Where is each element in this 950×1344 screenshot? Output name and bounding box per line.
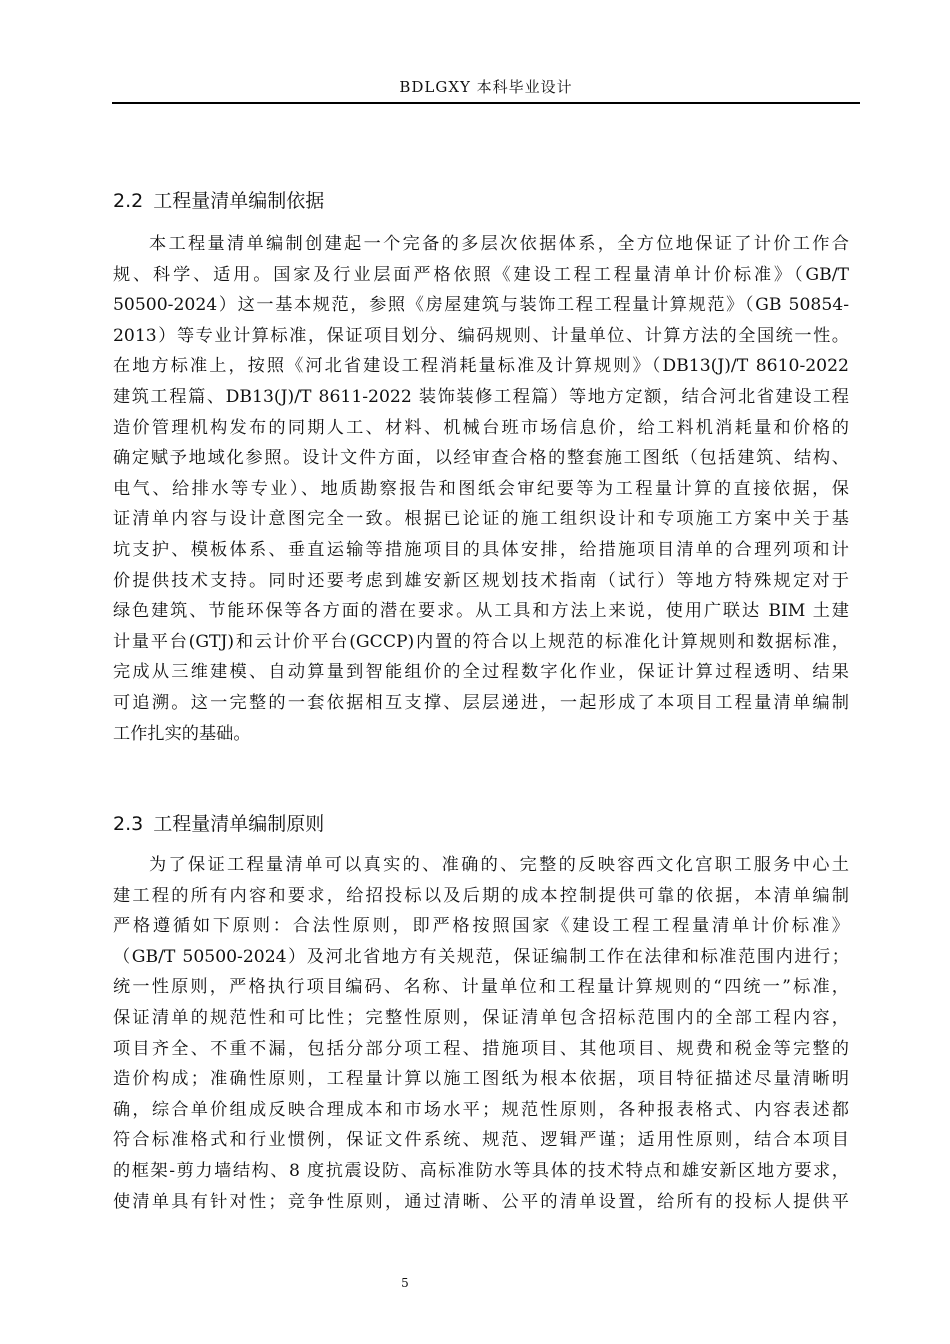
page-header bbox=[112, 76, 860, 104]
text-line: 电气、给排水等专业）、地质勘察报告和图纸会审纪要等为工程量计算的直接依据，保 bbox=[113, 478, 849, 499]
text-line: 造价构成；准确性原则，工程量计算以施工图纸为根本依据，项目特征描述尽量清晰明 bbox=[113, 1069, 849, 1090]
text-line: （GB/T 50500-2024）及河北省地方有关规范，保证编制工作在法律和标准范围内进行； bbox=[113, 946, 849, 967]
text-line: 项目齐全、不重不漏，包括分部分项工程、措施项目、其他项目、规费和税金等完整的 bbox=[113, 1038, 849, 1059]
text-line: 符合标准格式和行业惯例，保证文件系统、规范、逻辑严谨；适用性原则，结合本项目 bbox=[113, 1130, 849, 1151]
header-title: BDLGXY 本科毕业设计 bbox=[399, 78, 573, 96]
text-line: 坑支护、模板体系、垂直运输等措施项目的具体安排，给措施项目清单的合理列项和计 bbox=[113, 539, 849, 560]
text-line: 50500-2024）这一基本规范，参照《房屋建筑与装饰工程工程量计算规范》（GB 50854- bbox=[113, 295, 849, 316]
section-heading-2-2 bbox=[113, 188, 324, 214]
text-line: 建筑工程篇、DB13(J)/T 8611-2022 装饰装修工程篇）等地方定额，结合河北省建设工程 bbox=[113, 386, 849, 407]
text-line: 计量平台(GTJ)和云计价平台(GCCP)内置的符合以上规范的标准化计算规则和数据标准， bbox=[113, 631, 849, 652]
section-2-2-paragraph bbox=[113, 229, 849, 749]
text-line: 的框架-剪力墙结构、8 度抗震设防、高标准防水等具体的技术特点和雄安新区地方要求， bbox=[113, 1160, 849, 1181]
text-line: 可追溯。这一完整的一套依据相互支撑、层层递进，一起形成了本项目工程量清单编制 bbox=[113, 692, 849, 713]
text-line: 本工程量清单编制创建起一个完备的多层次依据体系，全方位地保证了计价工作合 bbox=[149, 234, 849, 254]
section-2-3-paragraph bbox=[113, 850, 849, 1217]
text-line: 使清单具有针对性；竞争性原则，通过清晰、公平的清单设置，给所有的投标人提供平 bbox=[113, 1191, 849, 1212]
text-line: 价提供技术支持。同时还要考虑到雄安新区规划技术指南（试行）等地方特殊规定对于 bbox=[113, 570, 849, 591]
section-number: 2.2 bbox=[113, 190, 144, 212]
text-line: 完成从三维建模、自动算量到智能组价的全过程数字化作业，保证计算过程透明、结果 bbox=[113, 662, 849, 683]
section-number: 2.3 bbox=[113, 813, 144, 835]
text-line: 确定赋予地域化参照。设计文件方面，以经审查合格的整套施工图纸（包括建筑、结构、 bbox=[113, 448, 849, 469]
text-line: 统一性原则，严格执行项目编码、名称、计量单位和工程量计算规则的“四统一”标准， bbox=[113, 977, 849, 998]
page-number bbox=[0, 1276, 810, 1290]
section-title: 工程量清单编制依据 bbox=[153, 190, 325, 212]
text-line: 为了保证工程量清单可以真实的、准确的、完整的反映容西文化宫职工服务中心土 bbox=[149, 855, 849, 875]
text-line: 在地方标准上，按照《河北省建设工程消耗量标准及计算规则》（DB13(J)/T 8610-2022 bbox=[113, 356, 849, 377]
text-line: 2013）等专业计算标准，保证项目划分、编码规则、计量单位、计算方法的全国统一性。 bbox=[113, 325, 849, 346]
text-line: 规、科学、适用。国家及行业层面严格依照《建设工程工程量清单计价标准》（GB/T bbox=[113, 264, 849, 285]
text-line: 工作扎实的基础。 bbox=[113, 723, 251, 744]
text-line: 绿色建筑、节能环保等各方面的潜在要求。从工具和方法上来说，使用广联达 BIM 土建 bbox=[113, 601, 849, 622]
text-line: 造价管理机构发布的同期人工、材料、机械台班市场信息价，给工料机消耗量和价格的 bbox=[113, 417, 849, 438]
section-title: 工程量清单编制原则 bbox=[153, 813, 325, 835]
section-heading-2-3 bbox=[113, 811, 324, 837]
text-line: 建工程的所有内容和要求，给招投标以及后期的成本控制提供可靠的依据，本清单编制 bbox=[113, 885, 849, 906]
text-line: 严格遵循如下原则：合法性原则，即严格按照国家《建设工程工程量清单计价标准》 bbox=[113, 916, 849, 937]
text-line: 保证清单的规范性和可比性；完整性原则，保证清单包含招标范围内的全部工程内容， bbox=[113, 1007, 849, 1028]
text-line: 证清单内容与设计意图完全一致。根据已论证的施工组织设计和专项施工方案中关于基 bbox=[113, 509, 849, 530]
text-line: 确，综合单价组成反映合理成本和市场水平；规范性原则，各种报表格式、内容表述都 bbox=[113, 1099, 849, 1120]
page-number-text: 5 bbox=[401, 1276, 409, 1290]
